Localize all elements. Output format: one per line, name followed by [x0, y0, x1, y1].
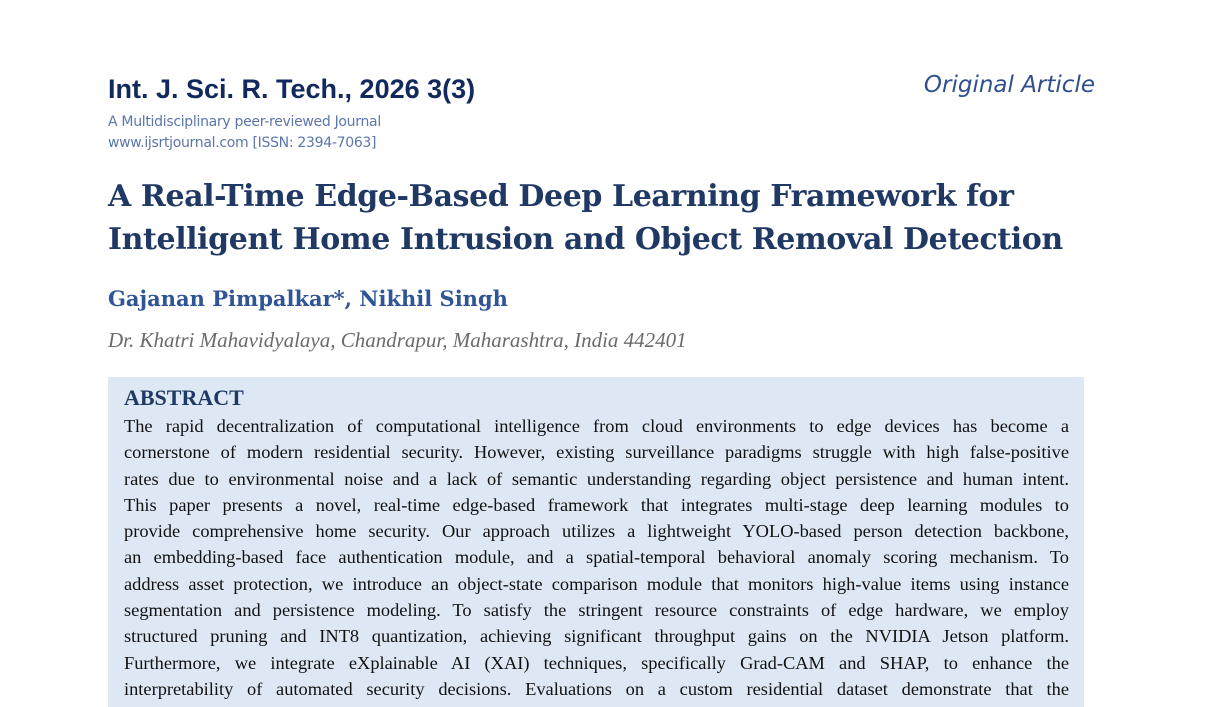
article-type: Original Article — [923, 72, 1095, 98]
title-line: A Real-Time Edge-Based Deep Learning Framework for — [108, 179, 1014, 214]
abstract-line: The rapid decentralization of computational intelligence from cloud environments to edge devices has become a — [124, 416, 1069, 436]
abstract-line: segmentation and persistence modeling. To satisfy the stringent resource constraints of edge hardware, we employ — [124, 600, 1069, 621]
paper-title — [108, 175, 1108, 261]
abstract-line: interpretability of automated security decisions. Evaluations on a custom residential dataset demonstrate that the — [124, 678, 1069, 699]
title-line: Intelligent Home Intrusion and Object Removal Detection — [108, 222, 1063, 257]
journal-citation: Int. J. Sci. R. Tech., 2026 3(3) — [108, 74, 476, 104]
abstract-line: address asset protection, we introduce an object-state comparison module that monitors high-value items using instance — [124, 573, 1069, 594]
journal-subtitle: A Multidisciplinary peer-reviewed Journal — [108, 114, 381, 130]
abstract-line: cornerstone of modern residential security. However, existing surveillance paradigms struggle with high false-positive — [124, 442, 1069, 463]
abstract-box — [108, 377, 1084, 707]
abstract-line: an embedding-based face authentication module, and a spatial-temporal behavioral anomaly scoring mechanism. To — [124, 547, 1069, 568]
abstract-line: structured pruning and INT8 quantization, achieving significant throughput gains on the NVIDIA Jetson platform. — [124, 626, 1069, 647]
abstract-body — [124, 413, 1069, 702]
abstract-line: rates due to environmental noise and a lack of semantic understanding regarding object persistence and human intent. — [124, 468, 1069, 489]
abstract-line: provide comprehensive home security. Our approach utilizes a lightweight YOLO-based person detection backbone, — [124, 521, 1069, 542]
authors: Gajanan Pimpalkar*, Nikhil Singh — [108, 286, 508, 311]
affiliation: Dr. Khatri Mahavidyalaya, Chandrapur, Maharashtra, India 442401 — [108, 328, 687, 352]
abstract-heading: ABSTRACT — [124, 385, 244, 410]
abstract-line: Furthermore, we integrate eXplainable AI (XAI) techniques, specifically Grad-CAM and SHAP, to enhance the — [124, 652, 1069, 673]
abstract-line: This paper presents a novel, real-time edge-based framework that integrates multi-stage deep learning modules to — [124, 494, 1069, 515]
journal-website[interactable]: www.ijsrtjournal.com [ISSN: 2394-7063] — [108, 135, 377, 151]
